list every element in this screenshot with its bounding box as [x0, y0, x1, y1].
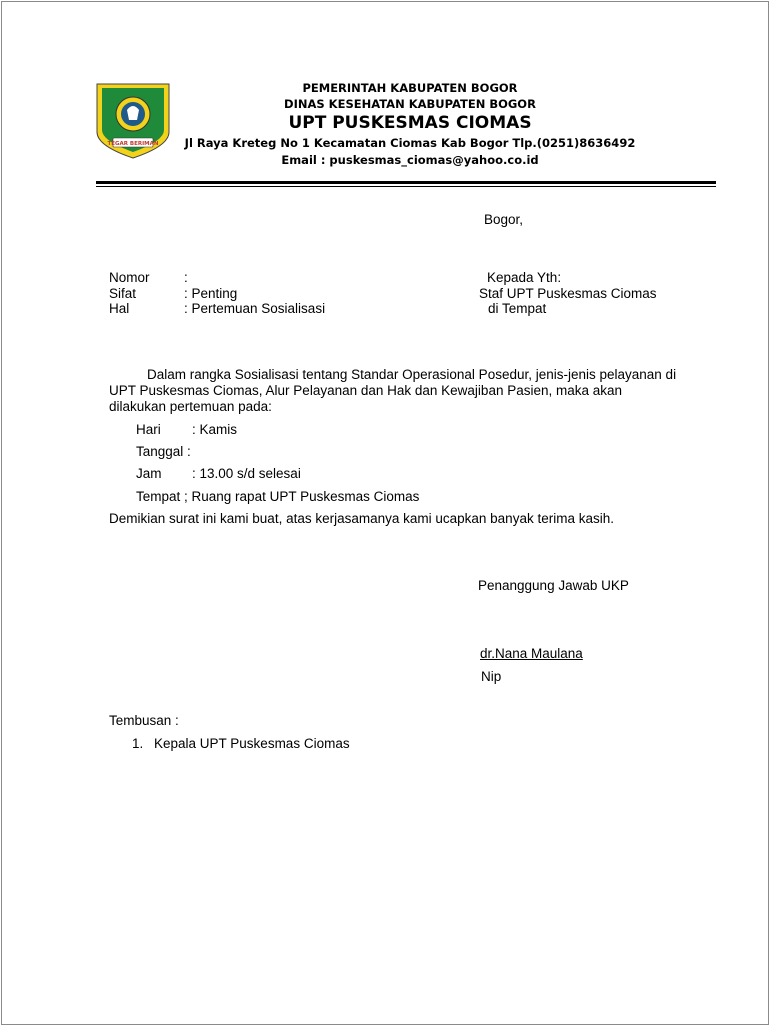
nomor-label: Nomor [109, 270, 150, 285]
header-line-1: PEMERINTAH KABUPATEN BOGOR [302, 81, 518, 95]
tempat-line: Tempat ; Ruang rapat UPT Puskesmas Ciomas [136, 489, 420, 504]
nomor-value: : [184, 270, 188, 285]
header-line-2: DINAS KESEHATAN KABUPATEN BOGOR [284, 97, 536, 111]
body-para-line-3: dilakukan pertemuan pada: [109, 399, 272, 414]
hal-value: : Pertemuan Sosialisasi [184, 301, 326, 316]
jam-label: Jam [136, 466, 162, 481]
logo-motto: TEGAR BERIMAN [107, 141, 159, 147]
closing-sentence: Demikian surat ini kami buat, atas kerjasamanya kami ucapkan banyak terima kasih. [109, 511, 614, 526]
hari-value: : Kamis [192, 422, 238, 437]
body-para-line-1: Dalam rangka Sosialisasi tentang Standar Operasional Posedur, jenis-jenis pelayanan di [147, 367, 677, 382]
signature-nip: Nip [481, 669, 502, 684]
recipient-line-2: Staf UPT Puskesmas Ciomas [479, 286, 657, 301]
header-address: Jl Raya Kreteg No 1 Kecamatan Ciomas Kab Bogor Tlp.(0251)8636492 [184, 136, 636, 150]
body-para-line-2: UPT Puskesmas Ciomas, Alur Pelayanan dan Hak dan Kewajiban Pasien, maka akan [109, 383, 623, 398]
hal-label: Hal [109, 301, 130, 316]
cc-label: Tembusan : [109, 713, 179, 728]
recipient-line-1: Kepada Yth: [487, 270, 562, 285]
signature-name: dr.Nana Maulana [480, 646, 583, 661]
tanggal-label: Tanggal : [136, 444, 191, 459]
jam-value: : 13.00 s/d selesai [192, 466, 301, 481]
header-title: UPT PUSKESMAS CIOMAS [288, 113, 532, 133]
sifat-value: : Penting [184, 286, 238, 301]
header-divider-thick [96, 181, 716, 184]
header-email: Email : puskesmas_ciomas@yahoo.co.id [281, 153, 539, 167]
place-date: Bogor, [484, 212, 524, 227]
cc-item-text: Kepala UPT Puskesmas Ciomas [154, 736, 350, 751]
header-divider-thin [96, 186, 716, 187]
cc-item-number: 1. [132, 736, 144, 751]
signature-role: Penanggung Jawab UKP [478, 578, 629, 593]
sifat-label: Sifat [109, 286, 137, 301]
hari-label: Hari [136, 422, 161, 437]
recipient-line-3: di Tempat [488, 301, 547, 316]
